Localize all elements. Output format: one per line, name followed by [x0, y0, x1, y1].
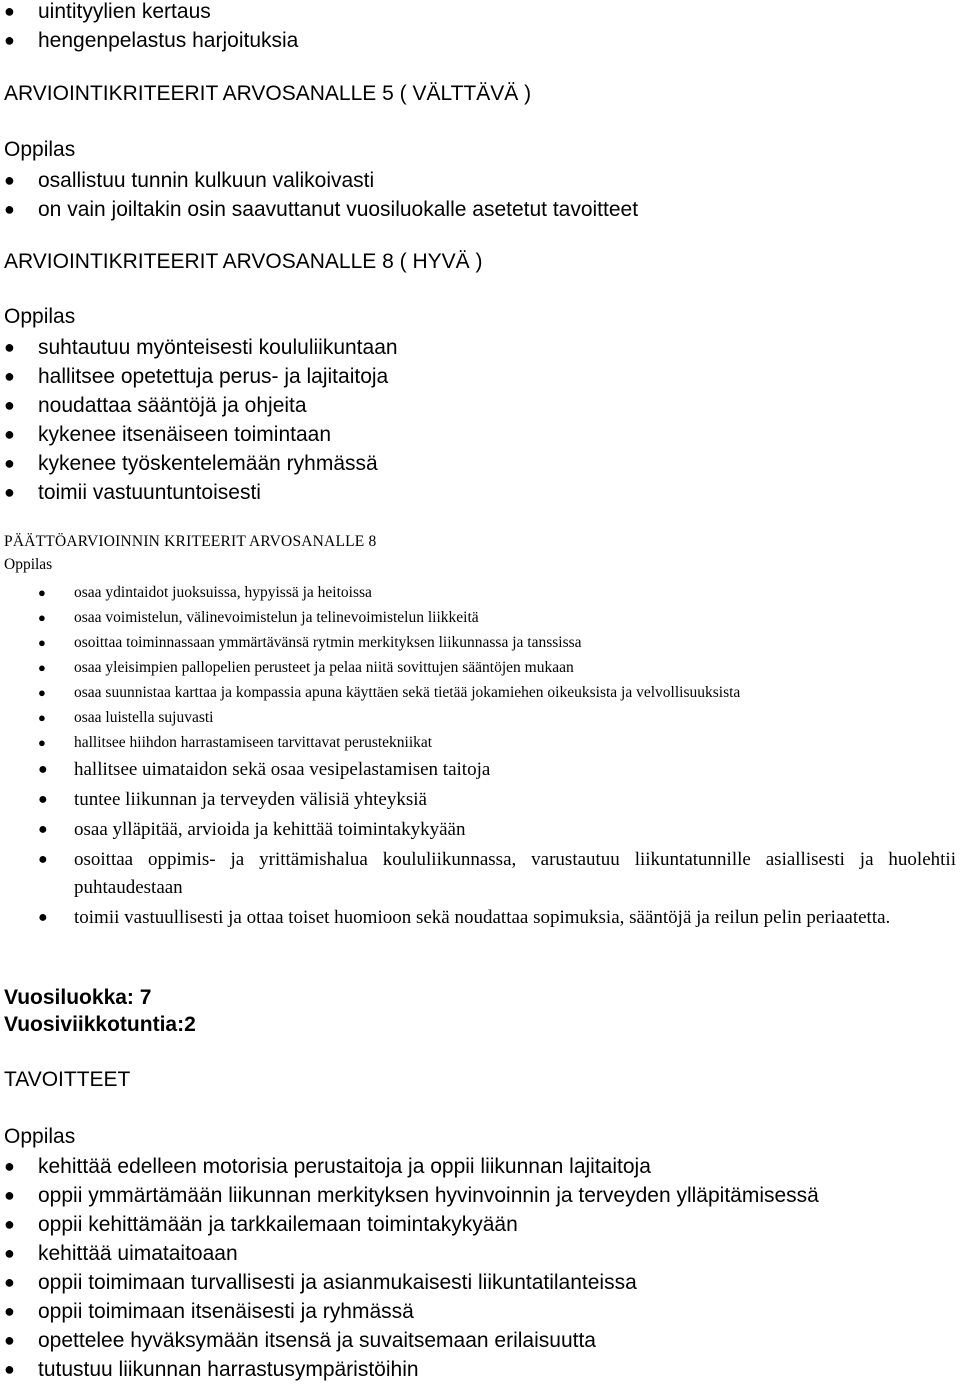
bullet-icon: ●: [4, 1243, 15, 1263]
bullet-icon: ●: [38, 821, 48, 838]
list-item: ● noudattaa sääntöjä ja ohjeita: [0, 391, 960, 420]
section-label-oppilas: Oppilas: [4, 138, 76, 161]
list-item: ● osaa suunnistaa karttaa ja kompassia apuna käyttäen sekä tietää jokamiehen oikeuksista ja velvollisuuksista: [0, 680, 960, 705]
list-item: ● tutustuu liikunnan harrastusympäristöihin: [0, 1355, 960, 1384]
list-item: ● kehittää uimataitoaan: [0, 1239, 960, 1268]
final-criteria-large-list: [0, 756, 956, 932]
bullet-icon: ●: [38, 735, 46, 750]
bullet-icon: ●: [4, 1, 15, 21]
bullet-icon: ●: [4, 1272, 15, 1292]
list-item: ● kykenee työskentelemään ryhmässä: [0, 449, 960, 478]
list-item: ● oppii toimimaan turvallisesti ja asianmukaisesti liikuntatilanteissa: [0, 1268, 960, 1297]
list-item: ● osaa voimistelun, välinevoimistelun ja telinevoimistelun liikkeitä: [0, 605, 960, 630]
list-item: ● tuntee liikunnan ja terveyden välisiä yhteyksiä: [0, 786, 956, 816]
section-label-oppilas: Oppilas: [4, 1125, 76, 1148]
bullet-icon: ●: [4, 424, 15, 444]
bullet-icon: ●: [4, 395, 15, 415]
grade-8-criteria-list: [0, 333, 960, 507]
bullet-icon: ●: [4, 337, 15, 357]
bullet-icon: ●: [4, 30, 15, 50]
bullet-icon: ●: [38, 909, 48, 926]
list-item: ● hallitsee hiihdon harrastamiseen tarvittavat perustekniikat: [0, 730, 960, 755]
goals-list: [0, 1152, 960, 1384]
bullet-icon: ●: [4, 453, 15, 473]
list-item: ● oppii toimimaan itsenäisesti ja ryhmässä: [0, 1297, 960, 1326]
section-label-oppilas: Oppilas: [4, 556, 53, 573]
final-criteria-heading: PÄÄTTÖARVIOINNIN KRITEERIT ARVOSANALLE 8: [4, 533, 377, 550]
bullet-icon: ●: [4, 366, 15, 386]
list-item: ● kykenee itsenäiseen toimintaan: [0, 420, 960, 449]
bullet-icon: ●: [4, 1214, 15, 1234]
list-item: ● osaa luistella sujuvasti: [0, 705, 960, 730]
top-bullet-list: [0, 0, 960, 55]
list-item: ● hallitsee opetettuja perus- ja lajitaitoja: [0, 362, 960, 391]
list-item: ● osaa ydintaidot juoksuissa, hypyissä ja heitoissa: [0, 580, 960, 605]
bullet-icon: ●: [38, 685, 46, 700]
list-item: ● osallistuu tunnin kulkuun valikoivasti: [0, 166, 960, 195]
final-criteria-small-list: [0, 580, 960, 755]
grade-level: Vuosiluokka: 7: [4, 986, 152, 1009]
grade-5-criteria-list: [0, 166, 960, 224]
bullet-icon: ●: [38, 610, 46, 625]
weekly-hours: Vuosiviikkotuntia:2: [4, 1013, 196, 1036]
bullet-icon: ●: [38, 635, 46, 650]
list-item: ● suhtautuu myönteisesti koululiikuntaan: [0, 333, 960, 362]
bullet-icon: ●: [4, 1156, 15, 1176]
list-item: ● on vain joiltakin osin saavuttanut vuosiluokalle asetetut tavoitteet: [0, 195, 960, 224]
bullet-icon: ●: [4, 199, 15, 219]
bullet-icon: ●: [38, 851, 48, 868]
section-label-oppilas: Oppilas: [4, 305, 76, 328]
list-item: ● oppii ymmärtämään liikunnan merkityksen hyvinvoinnin ja terveyden ylläpitämisessä: [0, 1181, 960, 1210]
bullet-icon: ●: [38, 660, 46, 675]
list-item: ● hallitsee uimataidon sekä osaa vesipelastamisen taitoja: [0, 756, 956, 786]
list-item: ● opettelee hyväksymään itsensä ja suvaitsemaan erilaisuutta: [0, 1326, 960, 1355]
list-item: ● osoittaa oppimis- ja yrittämishalua koululiikunnassa, varustautuu liikuntatunnille asiallisesti ja huolehtii puhtaudestaan: [0, 846, 956, 902]
bullet-icon: ●: [38, 761, 48, 778]
bullet-icon: ●: [38, 791, 48, 808]
list-item: ● osaa ylläpitää, arvioida ja kehittää toimintakykyään: [0, 816, 956, 846]
section-heading-grade-8: ARVIOINTIKRITEERIT ARVOSANALLE 8 ( HYVÄ ): [4, 250, 483, 273]
bullet-icon: ●: [38, 710, 46, 725]
section-heading-grade-5: ARVIOINTIKRITEERIT ARVOSANALLE 5 ( VÄLTTÄVÄ ): [4, 82, 532, 105]
bullet-icon: ●: [38, 585, 46, 600]
list-item: ● toimii vastuullisesti ja ottaa toiset huomioon sekä noudattaa sopimuksia, sääntöjä ja reilun pelin periaatetta.: [0, 904, 956, 932]
goals-heading: TAVOITTEET: [4, 1068, 131, 1091]
bullet-icon: ●: [4, 170, 15, 190]
list-item: ● osoittaa toiminnassaan ymmärtävänsä rytmin merkityksen liikunnassa ja tanssissa: [0, 630, 960, 655]
bullet-icon: ●: [4, 1330, 15, 1350]
list-item: ● hengenpelastus harjoituksia: [0, 26, 960, 55]
list-item: ● oppii kehittämään ja tarkkailemaan toimintakykyään: [0, 1210, 960, 1239]
list-item: ● toimii vastuuntuntoisesti: [0, 478, 960, 507]
list-item: ● kehittää edelleen motorisia perustaitoja ja oppii liikunnan lajitaitoja: [0, 1152, 960, 1181]
list-item: ● uintityylien kertaus: [0, 0, 960, 26]
bullet-icon: ●: [4, 1301, 15, 1321]
list-item: ● osaa yleisimpien pallopelien perusteet ja pelaa niitä sovittujen sääntöjen mukaan: [0, 655, 960, 680]
bullet-icon: ●: [4, 1185, 15, 1205]
bullet-icon: ●: [4, 482, 15, 502]
bullet-icon: ●: [4, 1359, 15, 1379]
